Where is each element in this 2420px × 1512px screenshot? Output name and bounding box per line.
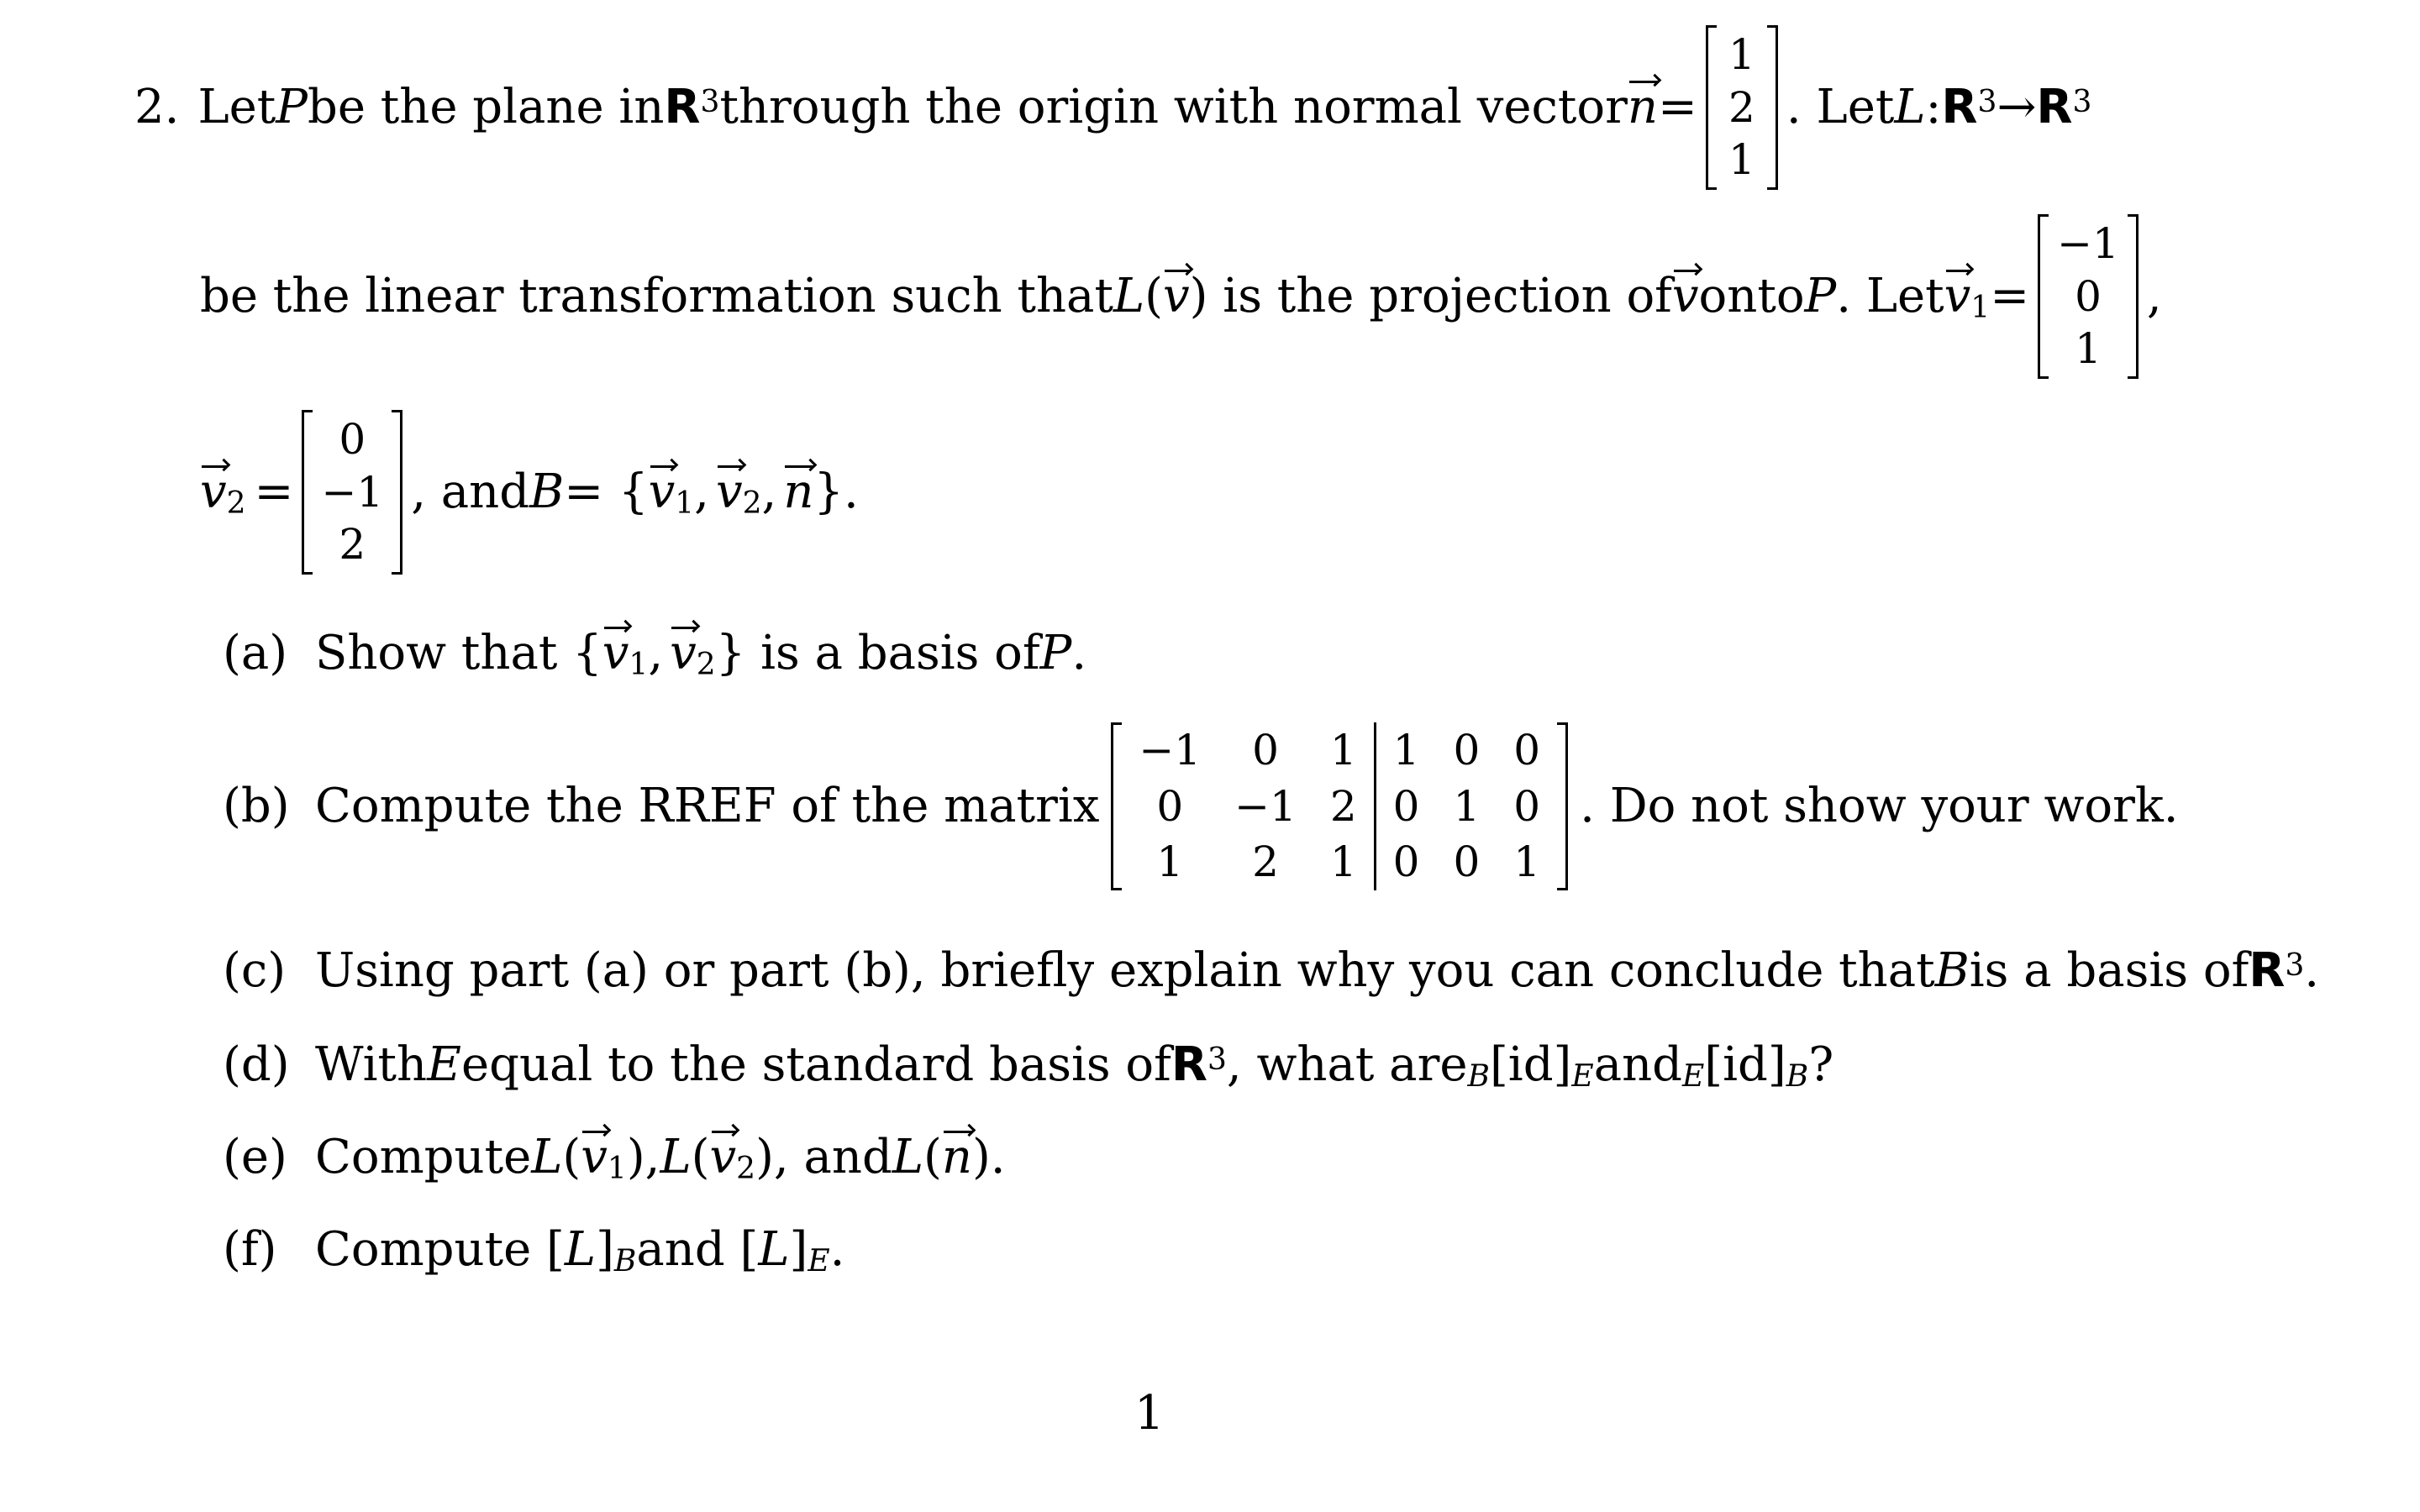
- v1-vector: −1 0 1: [2038, 214, 2139, 379]
- problem-line-2: be the linear transformation such that L ( v ) is the projection of v onto P . Let v 1 = −1 0 1 ,: [200, 214, 2162, 379]
- part-e: (e) Compute L ( v 1 ), L ( v 2 ), and L ( n ).: [223, 1130, 1006, 1186]
- part-f: (f) Compute [ L ] B and [ L ] E .: [223, 1222, 845, 1278]
- part-d: (d) With E equal to the standard basis of R 3 , what are B [id] E and E [id] B ?: [223, 1037, 1834, 1094]
- page-number: 1: [1134, 1386, 1165, 1441]
- part-b: (b) Compute the RREF of the matrix −1 0 1 1 0 0 0 −1 2 0 1 0 1 2 1 0 0 1 . Do not show your work.: [223, 722, 2179, 890]
- normal-vector-symbol: n: [1627, 79, 1658, 134]
- part-a: (a) Show that { v 1 , v 2 } is a basis of P .: [223, 626, 1087, 682]
- problem-line-1: 2. Let P be the plane in R 3 through the origin with normal vector n = 1 2 1 . Let L : R 3 → R 3: [134, 25, 2091, 190]
- part-c: (c) Using part (a) or part (b), briefly explain why you can conclude that B is a basis of R 3 .: [223, 943, 2320, 998]
- v2-vector: 0 −1 2: [302, 410, 402, 575]
- problem-number: 2.: [134, 79, 180, 134]
- n-vector: 1 2 1: [1706, 25, 1778, 190]
- augmented-matrix: −1 0 1 1 0 0 0 −1 2 0 1 0 1 2 1 0 0 1: [1111, 722, 1568, 890]
- problem-line-3: v 2 = 0 −1 2 , and B = { v 1 , v 2 , n }.: [200, 410, 859, 575]
